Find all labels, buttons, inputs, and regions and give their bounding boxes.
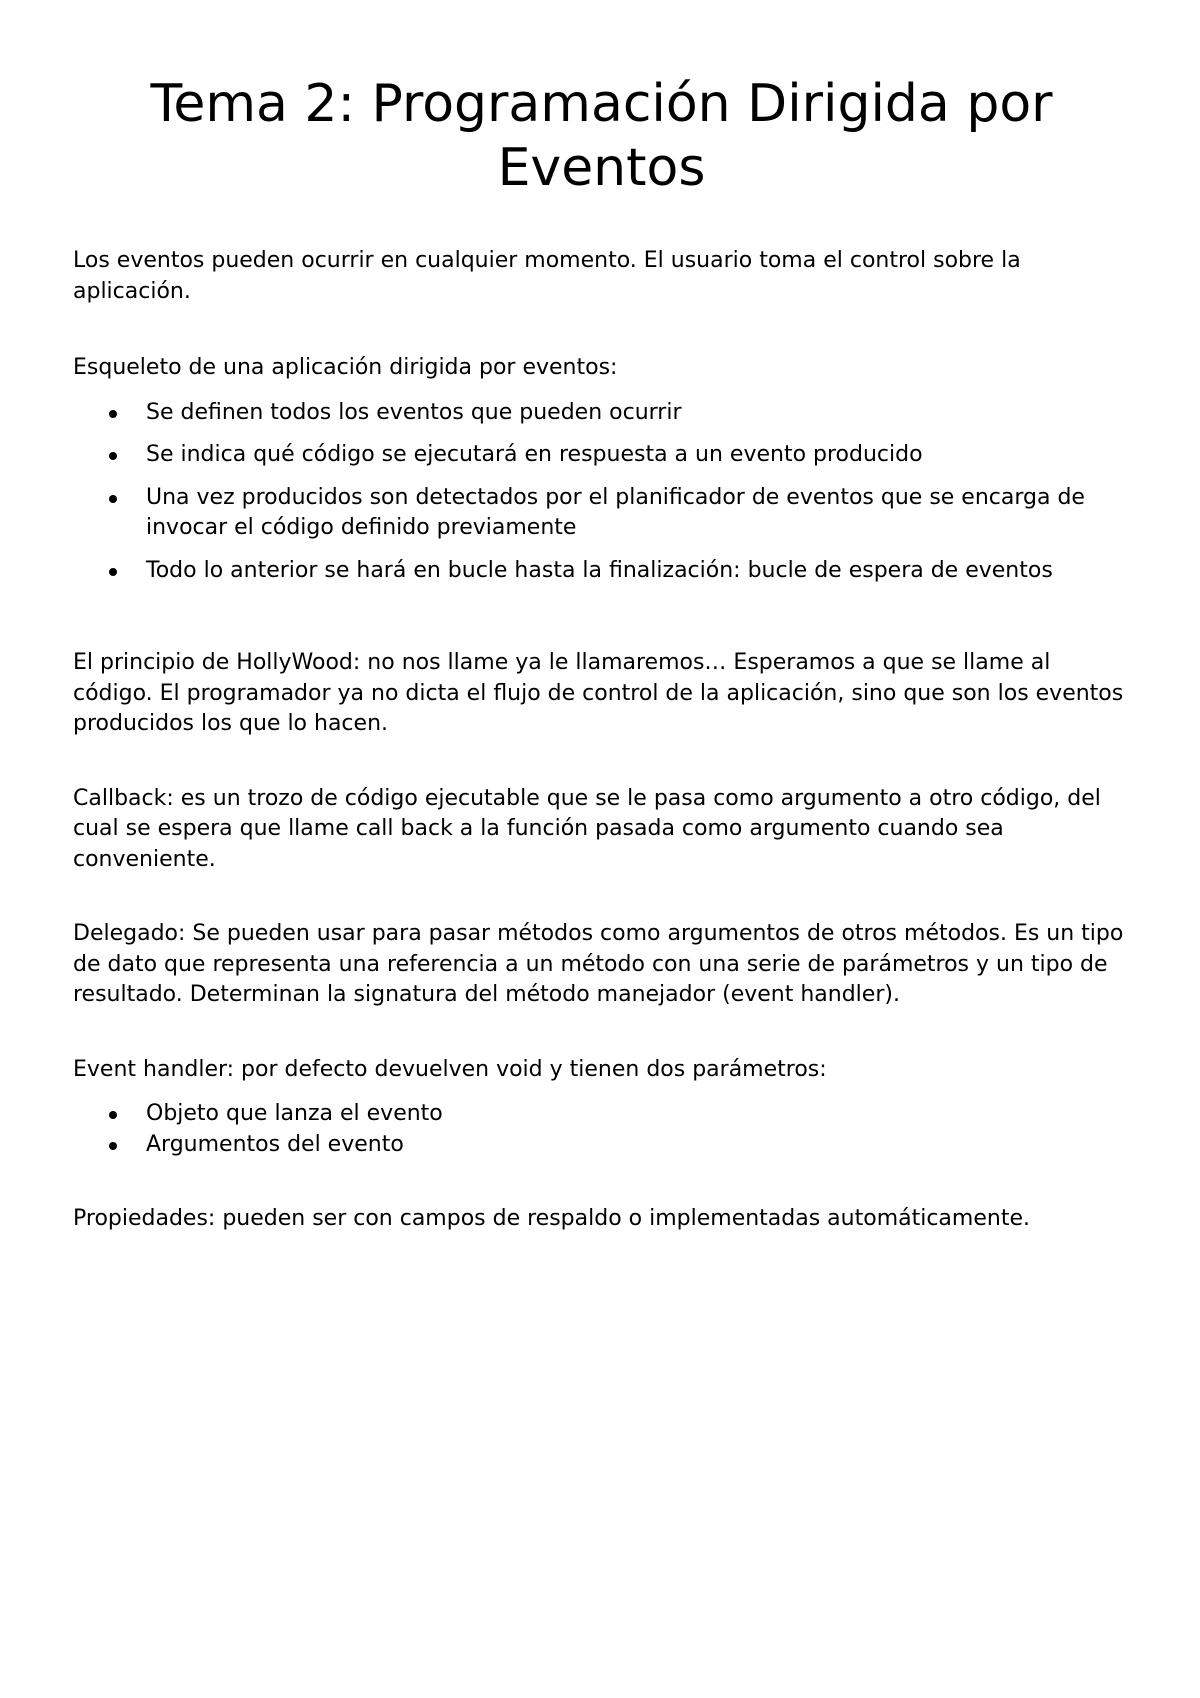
list-item: Se definen todos los eventos que pueden ocurrir [73, 398, 1130, 429]
delegado-paragraph: Delegado: Se pueden usar para pasar métodos como argumentos de otros métodos. Es un tipo de dato que representa una referencia a un método con una serie de parámetros y un tipo de resultado. Determinan la signatura del método manejador (event handler). [73, 921, 1124, 1007]
hollywood-paragraph: El principio de HollyWood: no nos llame ya le llamaremos… Esperamos a que se llame al código. El programador ya no dicta el flujo de control de la aplicación, sino que son los eventos producidos los que lo hacen. [73, 650, 1124, 736]
list-item: Argumentos del evento [73, 1130, 1130, 1161]
list-item: Todo lo anterior se hará en bucle hasta la finalización: bucle de espera de eventos [73, 556, 1130, 587]
list-item: Una vez producidos son detectados por el planificador de eventos que se encarga de invocar el código definido previamente [73, 483, 1130, 544]
list-item: Se indica qué código se ejecutará en respuesta a un evento producido [73, 440, 1130, 471]
document-title: Tema 2: Programación Dirigida por Eventos [150, 74, 1053, 198]
intro-paragraph: Los eventos pueden ocurrir en cualquier momento. El usuario toma el control sobre la aplicación. [73, 248, 1021, 304]
event-handler-heading: Event handler: por defecto devuelven void y tienen dos parámetros: [73, 1056, 827, 1082]
list-item: Objeto que lanza el evento [73, 1099, 1130, 1130]
skeleton-list [73, 398, 1130, 587]
event-handler-list [73, 1099, 1130, 1160]
propiedades-paragraph: Propiedades: pueden ser con campos de respaldo o implementadas automáticamente. [73, 1206, 1030, 1231]
skeleton-heading: Esqueleto de una aplicación dirigida por eventos: [73, 355, 618, 380]
callback-paragraph: Callback: es un trozo de código ejecutable que se le pasa como argumento a otro código, del cual se espera que llame call back a la función pasada como argumento cuando sea conveniente. [73, 785, 1101, 872]
